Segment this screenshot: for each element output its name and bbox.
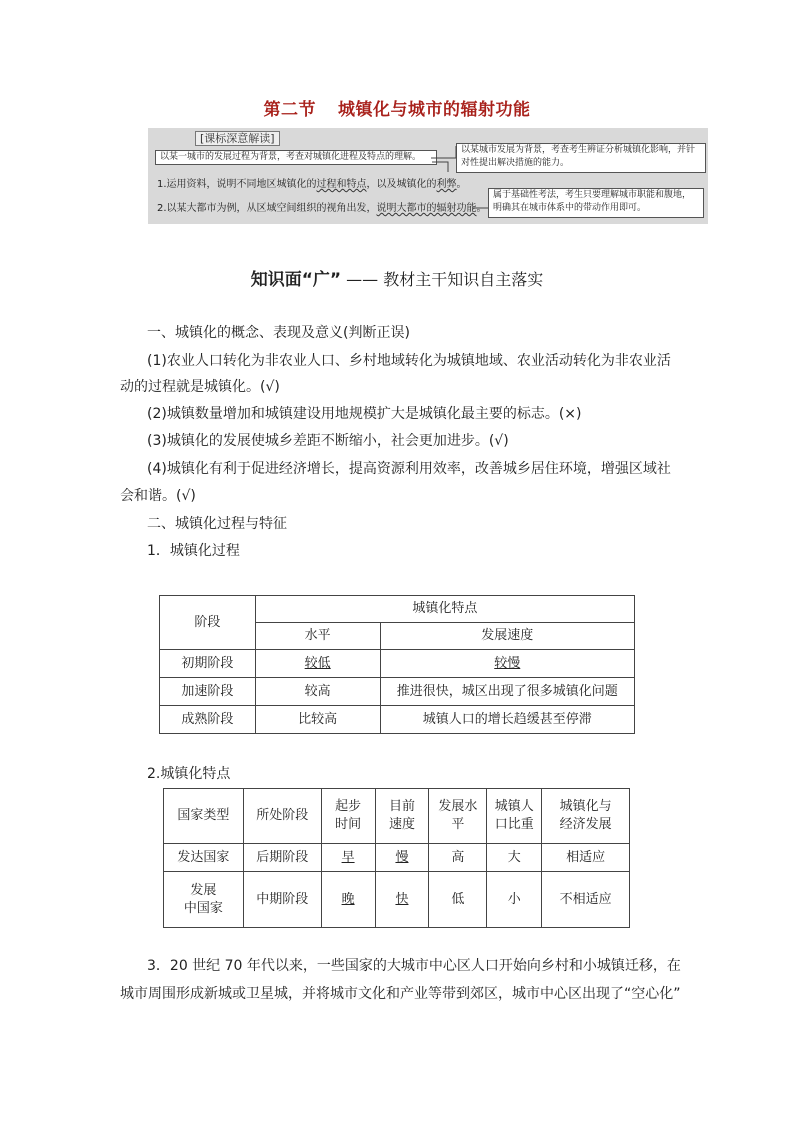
part1-item2: (2)城镇数量增加和城镇建设用地规模扩大是城镇化最主要的标志。(×): [147, 406, 582, 422]
table-row: 成熟阶段 比较高 城镇人口的增长趋缓甚至停滞: [160, 706, 635, 734]
part3-line2: 城市周围形成新城或卫星城，并将城市文化和产业等带到郊区，城市中心区出现了“空心化”: [120, 986, 681, 1002]
note-bottom: 属于基础性考法，考生只要理解城市职能和腹地，明确其在城市体系中的带动作用即可。: [488, 188, 704, 218]
part2-sub2: 2.城镇化特点: [147, 766, 231, 782]
part1-item1-b: 动的过程就是城镇化。(√): [120, 379, 280, 395]
th-speed: 发展速度: [380, 623, 634, 650]
th-stage: 阶段: [160, 596, 256, 650]
th-speed: 目前 速度: [375, 789, 429, 844]
th-start: 起步 时间: [321, 789, 375, 844]
banner-connectors: [148, 128, 708, 224]
section-number: 第二节: [263, 100, 316, 120]
th-level: 水平: [255, 623, 380, 650]
th-economy: 城镇化与 经济发展: [542, 789, 630, 844]
knowledge-heading: 知识面“广” —— 教材主干知识自主落实: [250, 270, 544, 290]
table-row: 加速阶段 较高 推进很快，城区出现了很多城镇化问题: [160, 678, 635, 706]
th-feature: 城镇化特点: [255, 596, 634, 623]
note-right: 以某城市发展为背景，考查考生辨证分析城镇化影响，并针对性提出解决措施的能力。: [456, 143, 706, 173]
part1-item1-a: (1)农业人口转化为非农业人口、乡村地域转化为城镇地域、农业活动转化为非农业活: [147, 353, 671, 369]
part2-sub1: 1．城镇化过程: [147, 543, 240, 559]
page-title: [0, 95, 794, 120]
part1-item4-b: 会和谐。(√): [120, 488, 196, 504]
th-country-type: 国家类型: [164, 789, 244, 844]
table-row: 初期阶段 较低 较慢: [160, 650, 635, 678]
part1-item4-a: (4)城镇化有利于促进经济增长，提高资源利用效率，改善城乡居住环境，增强区域社: [147, 461, 671, 477]
banner-line-2: 2.以某大都市为例，从区域空间组织的视角出发，说明大都市的辐射功能。: [157, 203, 487, 214]
table-row: 发展 中国家 中期阶段 晚 快 低 小 不相适应: [164, 872, 630, 928]
part1-item3: (3)城镇化的发展使城乡差距不断缩小，社会更加进步。(√): [147, 433, 509, 449]
th-level: 发展水 平: [429, 789, 487, 844]
th-stage: 所处阶段: [243, 789, 321, 844]
country-urbanization-table: [163, 788, 630, 928]
part1-heading: 一、城镇化的概念、表现及意义(判断正误): [147, 325, 410, 341]
section-title: 城镇化与城市的辐射功能: [338, 100, 531, 120]
th-ratio: 城镇人 口比重: [487, 789, 542, 844]
banner-line-1: 1.运用资料，说明不同地区城镇化的过程和特点，以及城镇化的利弊。: [157, 179, 467, 190]
part2-heading: 二、城镇化过程与特征: [147, 516, 287, 532]
note-left: 以某一城市的发展过程为背景，考查对城镇化进程及特点的理解。: [155, 150, 437, 165]
part3-line1: 3．20 世纪 70 年代以来，一些国家的大城市中心区人口开始向乡村和小城镇迁移，在: [147, 958, 681, 974]
banner-label: [课标深意解读]: [195, 131, 280, 146]
table-row: 发达国家 后期阶段 早 慢 高 大 相适应: [164, 844, 630, 872]
urbanization-stage-table: [159, 595, 635, 734]
